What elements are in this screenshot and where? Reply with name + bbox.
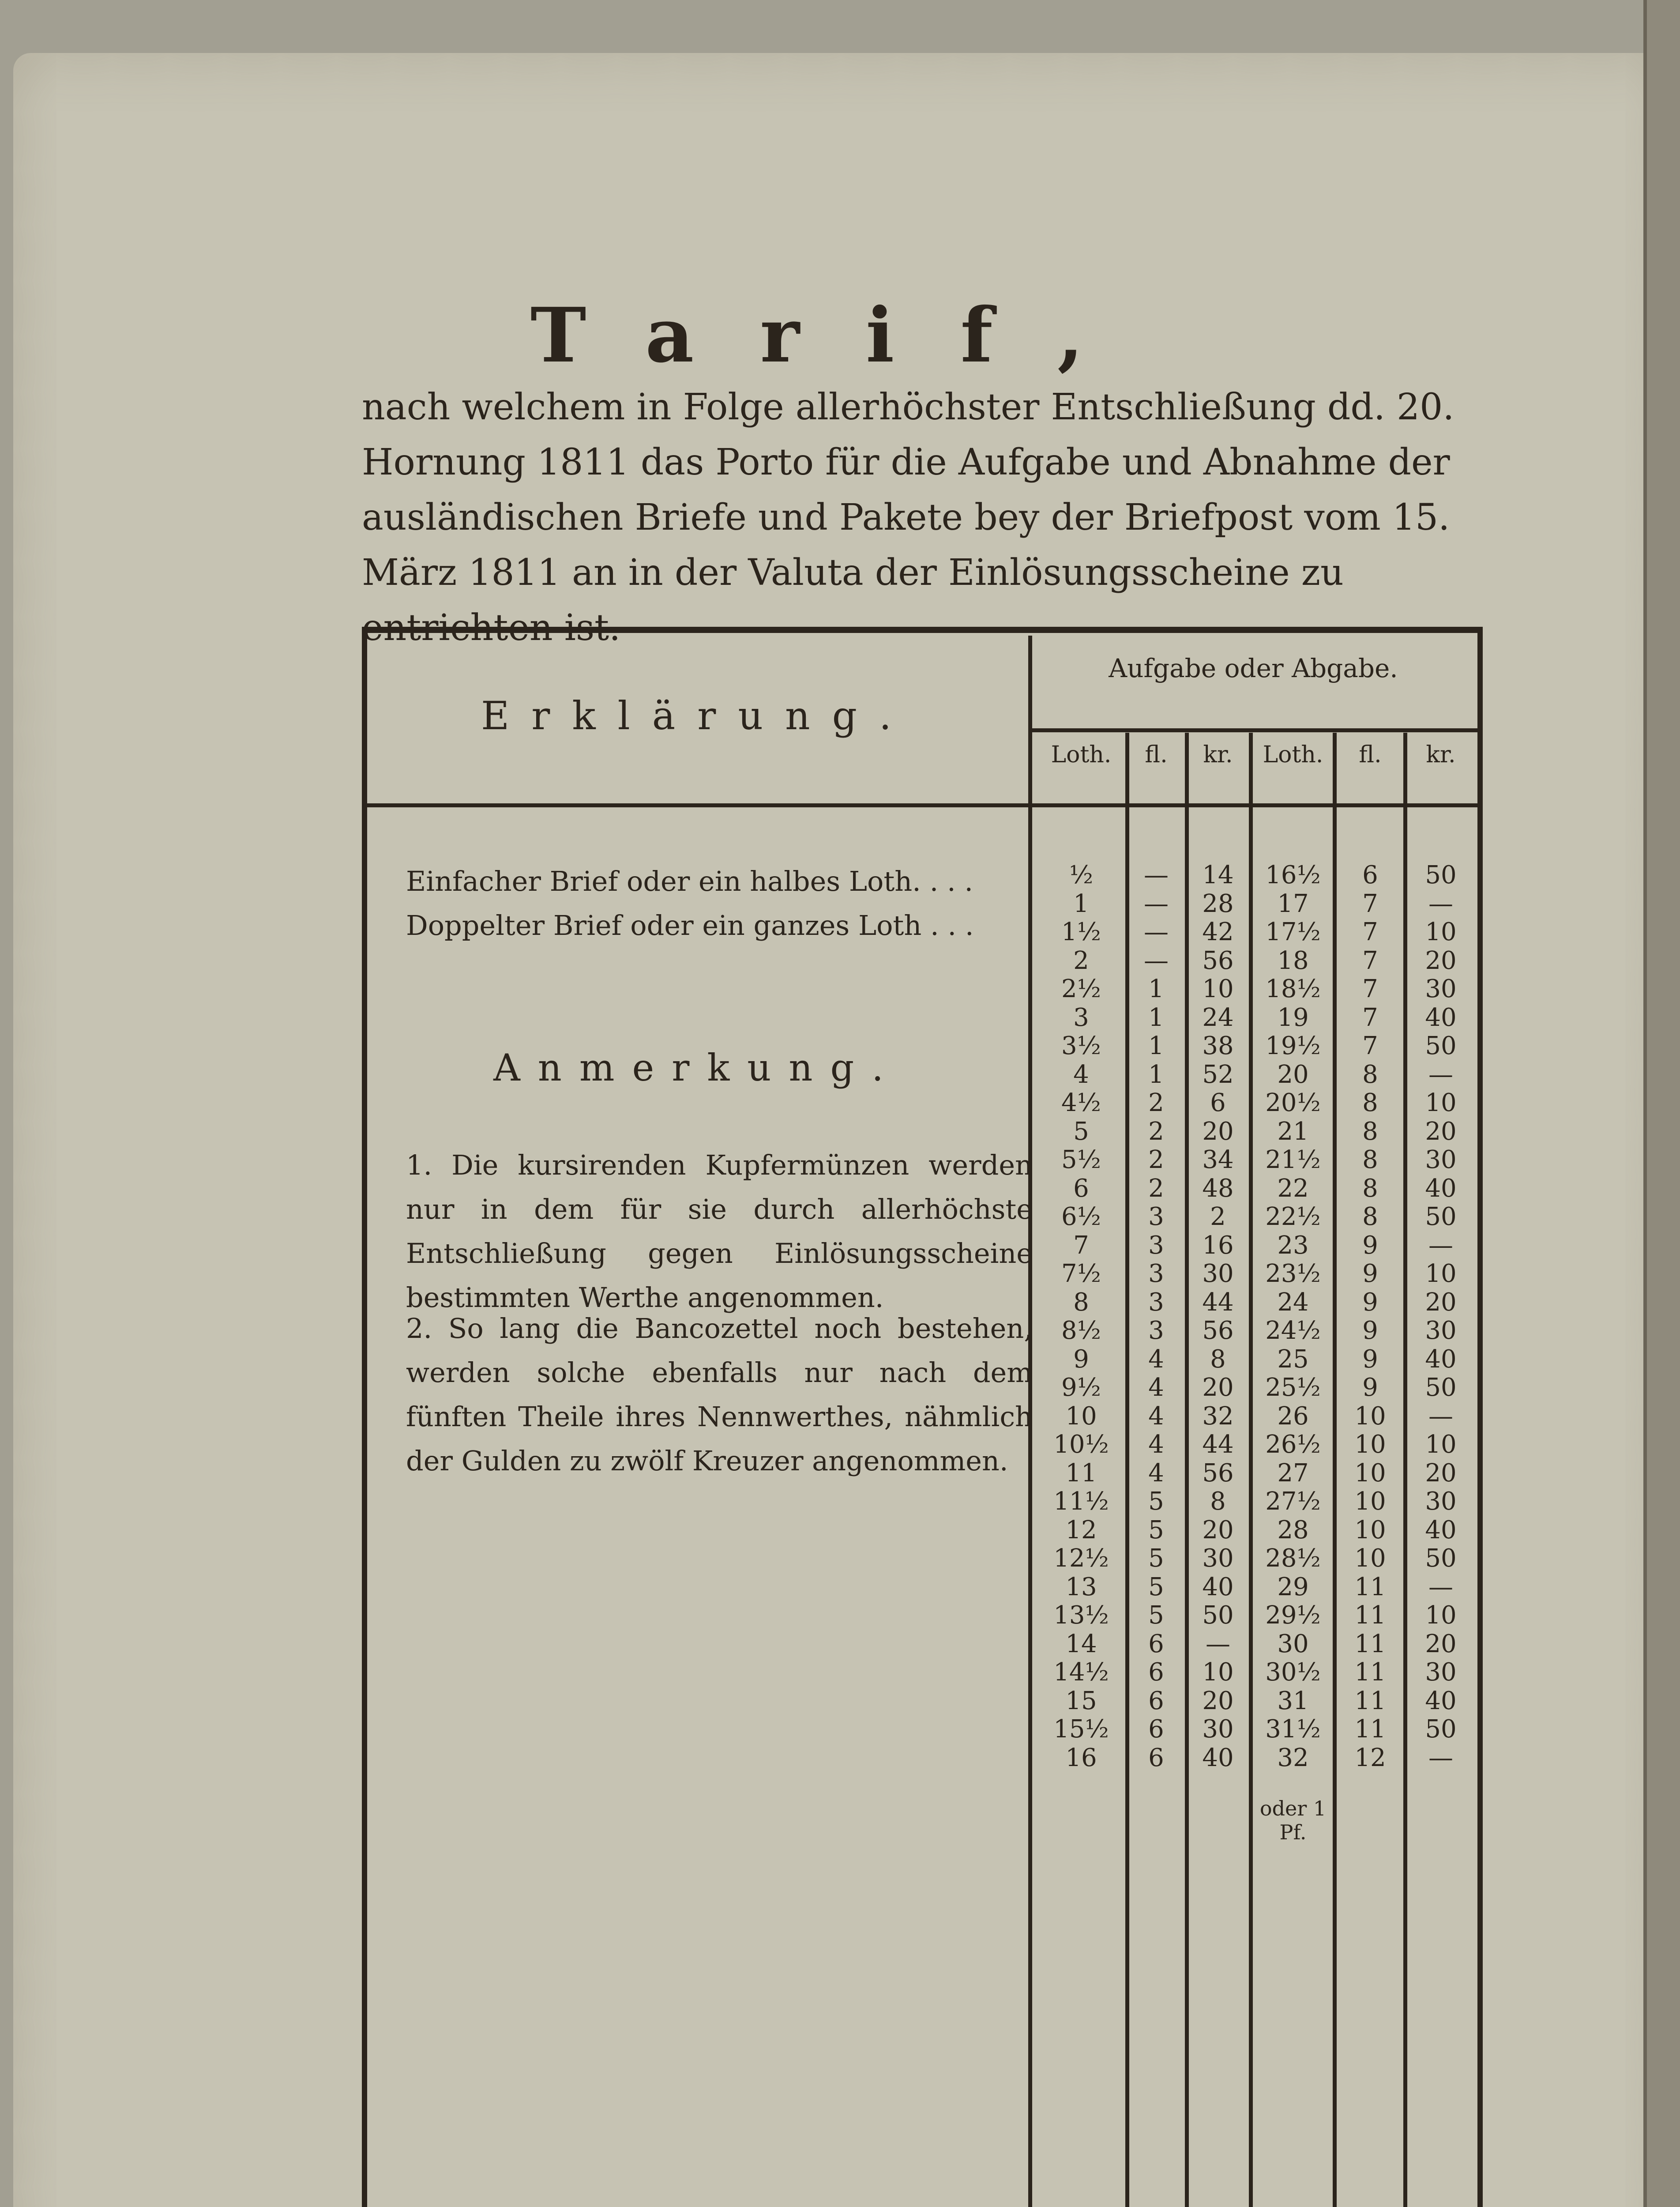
table-cell: 1 [1073,889,1089,918]
table-cell: 42 [1202,918,1234,946]
table-cell: 5½ [1061,1145,1101,1174]
table-cell: 29 [1277,1572,1309,1601]
table-cell: 19½ [1265,1032,1321,1060]
table-cell: 11 [1354,1715,1386,1744]
table-cell: 8 [1073,1288,1089,1317]
table-cell: 8 [1362,1174,1378,1203]
table-cell: 20 [1425,1629,1457,1658]
table-cell: 8 [1362,1088,1378,1117]
table-cell: 10 [1425,1259,1457,1288]
table-cell: — [1144,946,1169,975]
table-cell: 56 [1202,946,1234,975]
table-cell: 4½ [1061,1088,1101,1117]
table-cell: 7½ [1061,1259,1101,1288]
table-cell: 6 [1362,861,1378,889]
table-cell: 3 [1148,1231,1164,1260]
table-cell: 50 [1425,1544,1457,1573]
rule-header-bottom [366,803,1478,807]
table-cell: — [1428,1060,1453,1089]
table-cell: 44 [1202,1288,1234,1317]
table-cell: 10 [1065,1401,1097,1431]
table-cell: 6 [1148,1715,1164,1744]
table-cell: 13 [1065,1572,1097,1601]
table-cell: 4 [1148,1458,1164,1488]
last-row-note: oder 1 Pf. [1259,1796,1327,1844]
table-cell: 3 [1148,1259,1164,1288]
table-cell: 28 [1202,889,1234,918]
table-cell: — [1144,861,1169,889]
table-cell: 3½ [1061,1032,1101,1060]
table-cell: 15½ [1053,1715,1109,1744]
table-cell: 6 [1210,1088,1226,1117]
table-cell: 2 [1148,1174,1164,1203]
table-cell: 20 [1425,1458,1457,1488]
subheader-fl-2: fl. [1359,742,1382,768]
table-cell: 10 [1354,1487,1386,1516]
table-cell: 10 [1202,975,1234,1003]
table-cell: 6 [1148,1743,1164,1772]
table-cell: 20 [1202,1373,1234,1402]
page-subtitle: nach welchem in Folge allerhöchster Entschließung dd. 20. Hornung 1811 das Porto für die Aufgabe und Abnahme der ausländischen Briefe und Pakete bey der Briefpost vom 15. März 1811 an in der Valuta der Einlösungsscheine zu entrichten ist. [362,386,1454,649]
header-aufgabe: Aufgabe oder Abgabe. [1109,653,1398,683]
table-cell: 26½ [1265,1430,1321,1459]
table-cell: 48 [1202,1174,1234,1203]
table-cell: 13½ [1053,1601,1109,1630]
table-cell: 8 [1362,1202,1378,1231]
table-cell: 18 [1277,946,1309,975]
table-cell: 17½ [1265,918,1321,946]
table-cell: 50 [1425,1202,1457,1231]
table-cell: 40 [1425,1515,1457,1544]
table-cell: 8 [1362,1117,1378,1146]
table-cell: 2 [1148,1117,1164,1146]
table-cell: 22 [1277,1174,1309,1203]
remark-note-1: 1. Die kursirenden Kupfermünzen werden nur in dem für sie durch allerhöchste Entschließung gegen Einlösungsscheine bestimmten Werthe angenommen. [406,1149,1033,1314]
table-cell: 9 [1362,1231,1378,1260]
subheader-kr: kr. [1203,742,1233,768]
table-cell: 32 [1202,1401,1234,1431]
table-cell: 21 [1277,1117,1309,1146]
table-cell: 10 [1354,1401,1386,1431]
table-cell: ½ [1069,861,1094,889]
table-cell: 20½ [1265,1088,1321,1117]
table-cell: 5 [1148,1487,1164,1516]
rule-col-1 [1125,733,1129,2207]
table-cell: 4 [1073,1060,1089,1089]
table-cell: 11 [1354,1686,1386,1715]
table-cell: 10 [1425,1601,1457,1630]
table-cell: 5 [1148,1544,1164,1573]
table-cell: 44 [1202,1430,1234,1459]
table-cell: 2 [1073,946,1089,975]
table-cell: 30 [1425,1487,1457,1516]
table-cell: 3 [1148,1202,1164,1231]
table-cell: 11½ [1053,1487,1109,1516]
table-cell: 9 [1362,1345,1378,1374]
remark-title: Anmerkung. [493,1046,901,1089]
table-cell: 50 [1425,861,1457,889]
table-cell: 10 [1425,1430,1457,1459]
table-cell: 20 [1277,1060,1309,1089]
table-cell: 30 [1202,1715,1234,1744]
subheader-loth-2: Loth. [1263,742,1323,768]
table-cell: 10 [1425,1088,1457,1117]
table-cell: 7 [1362,918,1378,946]
table-cell: 3 [1148,1288,1164,1317]
table-cell: 4 [1148,1430,1164,1459]
table-cell: 17 [1277,889,1309,918]
table-cell: 27 [1277,1458,1309,1488]
table-cell: 6½ [1061,1202,1101,1231]
table-cell: 5 [1073,1117,1089,1146]
table-cell: 12½ [1053,1544,1109,1573]
remark-note-2: 2. So lang die Bancozettel noch bestehen, werden solche ebenfalls nur nach dem fünften Theile ihres Nennwerthes, nähmlich der Gulden zu zwölf Kreuzer angenommen. [406,1312,1033,1477]
table-cell: 11 [1354,1572,1386,1601]
table-cell: 8 [1362,1060,1378,1089]
table-cell: 30 [1425,1145,1457,1174]
table-cell: 2 [1148,1145,1164,1174]
table-cell: 20 [1425,1288,1457,1317]
table-cell: 38 [1202,1032,1234,1060]
table-cell: — [1428,1401,1453,1431]
table-cell: 10½ [1053,1430,1109,1459]
table-cell: 34 [1202,1145,1234,1174]
table-cell: 9½ [1061,1373,1101,1402]
table-cell: 9 [1362,1259,1378,1288]
table-cell: 31 [1277,1686,1309,1715]
table-cell: 20 [1202,1117,1234,1146]
table-cell: 24½ [1265,1316,1321,1345]
table-cell: — [1428,1572,1453,1601]
table-cell: 29½ [1265,1601,1321,1630]
table-cell: 28 [1277,1515,1309,1544]
table-cell: — [1428,889,1453,918]
table-cell: 11 [1354,1658,1386,1687]
table-cell: 56 [1202,1316,1234,1345]
table-cell: 56 [1202,1458,1234,1488]
table-cell: 9 [1073,1345,1089,1374]
table-cell: 20 [1425,946,1457,975]
table-cell: 5 [1148,1572,1164,1601]
table-cell: 15 [1065,1686,1097,1715]
table-cell: 11 [1354,1601,1386,1630]
table-cell: 8 [1210,1487,1226,1516]
table-cell: 6 [1073,1174,1089,1203]
table-cell: 4 [1148,1401,1164,1431]
table-cell: 3 [1148,1316,1164,1345]
table-cell: 50 [1425,1715,1457,1744]
table-cell: 40 [1202,1572,1234,1601]
table-cell: 40 [1425,1003,1457,1032]
table-cell: 6 [1148,1629,1164,1658]
table-cell: 27½ [1265,1487,1321,1516]
table-cell: 18½ [1265,975,1321,1003]
table-cell: 40 [1425,1686,1457,1715]
table-cell: 9 [1362,1316,1378,1345]
table-cell: 9 [1362,1373,1378,1402]
table-cell: 1 [1148,1060,1164,1089]
table-cell: — [1144,918,1169,946]
table-cell: 30 [1277,1629,1309,1658]
table-cell: 16 [1065,1743,1097,1772]
table-cell: 6 [1148,1658,1164,1687]
table-cell: 7 [1362,889,1378,918]
table-cell: 32 [1277,1743,1309,1772]
description-double-letter: Doppelter Brief oder ein ganzes Loth . . . [406,909,974,942]
table-cell: 4 [1148,1373,1164,1402]
table-cell: 7 [1362,1003,1378,1032]
table-cell: 50 [1202,1601,1234,1630]
table-cell: 3 [1073,1003,1089,1032]
table-cell: 2½ [1061,975,1101,1003]
table-cell: 31½ [1265,1715,1321,1744]
table-cell: 11 [1354,1629,1386,1658]
table-cell: 7 [1362,1032,1378,1060]
table-cell: 40 [1425,1345,1457,1374]
table-cell: 10 [1425,918,1457,946]
rule-header-split [1030,728,1478,732]
table-cell: 1 [1148,975,1164,1003]
table-cell: 7 [1362,946,1378,975]
table-cell: 30 [1425,975,1457,1003]
table-cell: 10 [1354,1515,1386,1544]
table-cell: — [1428,1743,1453,1772]
table-cell: 8½ [1061,1316,1101,1345]
table-cell: 30 [1425,1658,1457,1687]
table-cell: 2 [1148,1088,1164,1117]
table-cell: 28½ [1265,1544,1321,1573]
table-cell: 30 [1202,1259,1234,1288]
table-cell: 14 [1202,861,1234,889]
table-cell: 26 [1277,1401,1309,1431]
table-cell: 30 [1202,1544,1234,1573]
table-cell: — [1206,1629,1230,1658]
table-cell: 50 [1425,1373,1457,1402]
rule-col-4 [1333,733,1337,2207]
rule-col-3 [1249,733,1253,2207]
table-cell: 1 [1148,1032,1164,1060]
table-cell: 24 [1277,1288,1309,1317]
page-title: Tarif, [530,291,1150,380]
table-cell: 52 [1202,1060,1234,1089]
table-cell: 16½ [1265,861,1321,889]
table-cell: 16 [1202,1231,1234,1260]
table-cell: 25½ [1265,1373,1321,1402]
table-cell: 8 [1362,1145,1378,1174]
table-cell: 12 [1065,1515,1097,1544]
table-cell: 5 [1148,1601,1164,1630]
table-cell: 50 [1425,1032,1457,1060]
table-cell: 9 [1362,1288,1378,1317]
table-cell: 40 [1425,1174,1457,1203]
table-cell: 7 [1362,975,1378,1003]
table-cell: 25 [1277,1345,1309,1374]
table-cell: 6 [1148,1686,1164,1715]
table-cell: 10 [1202,1658,1234,1687]
table-cell: 1½ [1061,918,1101,946]
subheader-fl: fl. [1145,742,1168,768]
table-cell: 5 [1148,1515,1164,1544]
table-cell: 12 [1354,1743,1386,1772]
description-single-letter: Einfacher Brief oder ein halbes Loth. . . . [406,865,973,897]
table-cell: 10 [1354,1458,1386,1488]
table-cell: 10 [1354,1544,1386,1573]
table-cell: 14½ [1053,1658,1109,1687]
table-cell: 40 [1202,1743,1234,1772]
table-cell: 20 [1425,1117,1457,1146]
table-cell: — [1144,889,1169,918]
table-cell: 22½ [1265,1202,1321,1231]
table-cell: 19 [1277,1003,1309,1032]
table-cell: 23½ [1265,1259,1321,1288]
table-cell: 20 [1202,1686,1234,1715]
table-cell: 23 [1277,1231,1309,1260]
rule-col-5 [1403,733,1407,2207]
table-cell: 14 [1065,1629,1097,1658]
header-erklaerung: Erklärung. [481,693,913,738]
table-cell: — [1428,1231,1453,1260]
table-cell: 30½ [1265,1658,1321,1687]
table-cell: 24 [1202,1003,1234,1032]
table-cell: 1 [1148,1003,1164,1032]
table-cell: 11 [1065,1458,1097,1488]
subheader-kr-2: kr. [1426,742,1456,768]
table-cell: 2 [1210,1202,1226,1231]
table-cell: 4 [1148,1345,1164,1374]
table-cell: 8 [1210,1345,1226,1374]
table-cell: 7 [1073,1231,1089,1260]
table-cell: 21½ [1265,1145,1321,1174]
table-cell: 30 [1425,1316,1457,1345]
table-cell: 10 [1354,1430,1386,1459]
table-cell: 20 [1202,1515,1234,1544]
subheader-loth: Loth. [1051,742,1112,768]
